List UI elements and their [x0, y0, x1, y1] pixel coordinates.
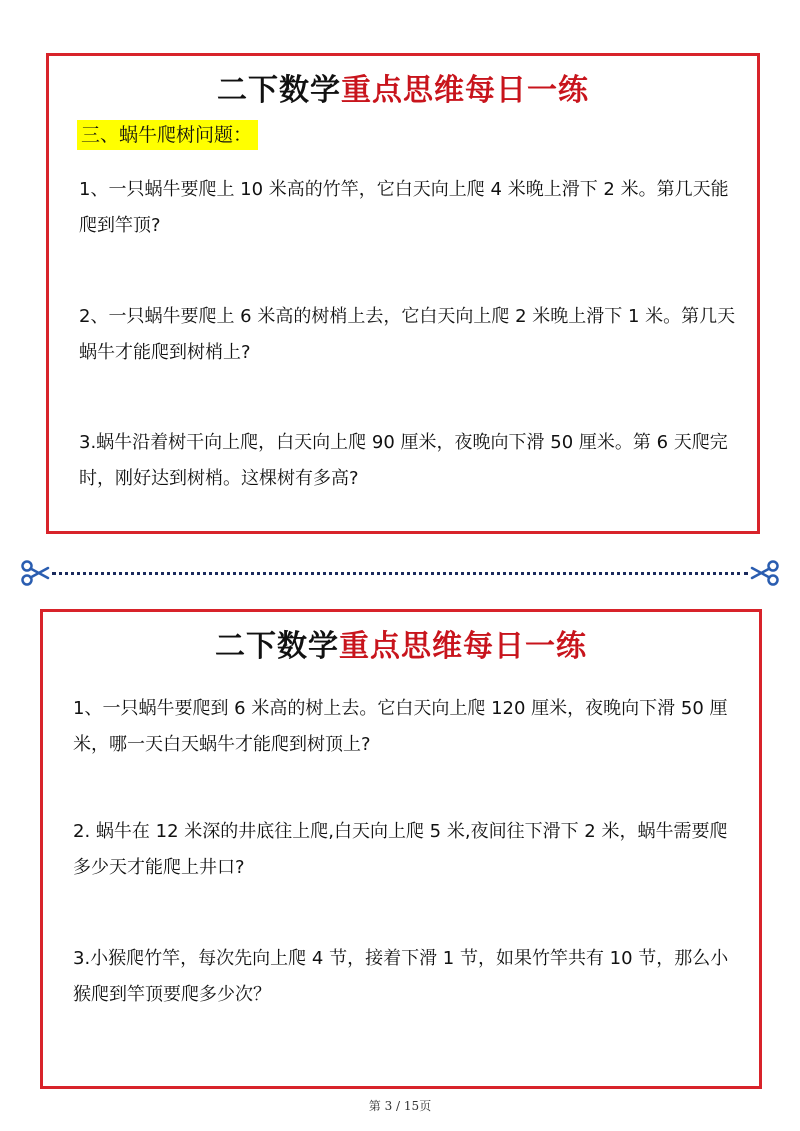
question-1: 1、一只蜗牛要爬上 10 米高的竹竿，它白天向上爬 4 米晚上滑下 2 米。第几天能爬到竿顶? — [79, 179, 729, 236]
exercise-card-2 — [40, 609, 762, 1089]
question-2: 2. 蜗牛在 12 米深的井底往上爬,白天向上爬 5 米,夜间往下滑下 2 米，蜗牛需要爬多少天才能爬上井口? — [73, 821, 728, 878]
scissors-icon — [750, 558, 780, 588]
dotted-divider — [52, 572, 748, 575]
card-title-black: 二下数学 — [217, 73, 341, 108]
section-label: 三、蜗牛爬树问题： — [77, 120, 258, 150]
question-1: 1、一只蜗牛要爬到 6 米高的树上去。它白天向上爬 120 厘米，夜晚向下滑 50 厘米，哪一天白天蜗牛才能爬到树顶上? — [73, 698, 728, 755]
card-title-red: 重点思维每日一练 — [341, 73, 589, 108]
card-title-red: 重点思维每日一练 — [339, 629, 587, 664]
cut-line — [20, 558, 780, 588]
page-number: 第 3 / 15页 — [368, 1099, 432, 1113]
card-title — [43, 628, 759, 666]
card-title — [49, 72, 757, 110]
card-title-black: 二下数学 — [215, 629, 339, 664]
scissors-icon — [20, 558, 50, 588]
question-3: 3.小猴爬竹竿，每次先向上爬 4 节，接着下滑 1 节，如果竹竿共有 10 节，那么小猴爬到竿顶要爬多少次？ — [73, 948, 729, 1005]
exercise-card-1 — [46, 53, 760, 534]
question-3: 3.蜗牛沿着树干向上爬，白天向上爬 90 厘米，夜晚向下滑 50 厘米。第 6 天爬完时，刚好达到树梢。这棵树有多高? — [79, 432, 728, 489]
question-2: 2、一只蜗牛要爬上 6 米高的树梢上去，它白天向上爬 2 米晚上滑下 1 米。第几天蜗牛才能爬到树梢上? — [79, 306, 736, 363]
